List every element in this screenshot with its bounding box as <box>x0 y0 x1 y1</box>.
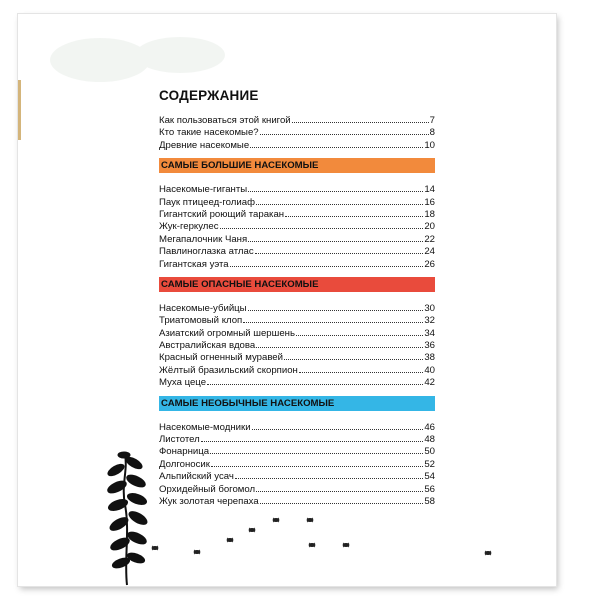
entry-text: Долгоносик <box>159 458 210 470</box>
entry-page: 36 <box>424 340 435 352</box>
entry-page: 24 <box>424 246 435 258</box>
entry-page: 58 <box>424 495 435 507</box>
entry-page: 42 <box>424 377 435 389</box>
entry-text: Альпийский усач <box>159 471 234 483</box>
entry-page: 20 <box>424 221 435 233</box>
entry-page: 16 <box>424 196 435 208</box>
entry-page: 40 <box>424 364 435 376</box>
plant-silhouette-icon <box>106 452 149 585</box>
ant-icons <box>152 518 491 555</box>
entry-text: Насекомые-гиганты <box>159 184 248 196</box>
entry-text: Орхидейный богомол <box>159 483 256 495</box>
entry-text: Древние насекомые <box>159 139 250 151</box>
entry-page: 52 <box>424 458 435 470</box>
entry-page: 7 <box>429 115 435 126</box>
entry-text: Кто такие насекомые? <box>159 127 259 139</box>
entry-text: Мегапалочник Чаня <box>159 233 248 245</box>
entry-text: Насекомые-убийцы <box>159 302 247 314</box>
entry-text: Муха цеце <box>159 377 207 389</box>
section-header-unusual: САМЫЕ НЕОБЫЧНЫЕ НАСЕКОМЫЕ <box>159 396 435 411</box>
entry-text: Жёлтый бразильский скорпион <box>159 364 298 376</box>
toc-title: СОДЕРЖАНИЕ <box>159 88 259 103</box>
entry-page: 54 <box>424 471 435 483</box>
entry-page: 18 <box>424 208 435 220</box>
entry-text: Жук золотая черепаха <box>159 495 259 507</box>
entry-page: 10 <box>424 139 435 151</box>
entry-page: 46 <box>424 421 435 433</box>
entry-text: Насекомые-модники <box>159 421 251 433</box>
entry-text: Азиатский огромный шершень <box>159 327 295 339</box>
entry-text: Триатомовый клоп <box>159 315 243 327</box>
entry-page: 26 <box>424 258 435 270</box>
entry-page: 8 <box>429 127 435 139</box>
entry-text: Паук птицеед-голиаф <box>159 196 255 208</box>
entry-page: 14 <box>424 184 435 196</box>
entry-page: 32 <box>424 315 435 327</box>
entry-text: Как пользоваться этой книгой <box>159 115 291 126</box>
entry-text: Австралийская вдова <box>159 340 256 352</box>
entry-page: 30 <box>424 302 435 314</box>
entry-page: 50 <box>424 446 435 458</box>
entry-text: Красный огненный муравей <box>159 352 284 364</box>
entry-text: Жук-геркулес <box>159 221 219 233</box>
entry-page: 48 <box>424 434 435 446</box>
entry-page: 34 <box>424 327 435 339</box>
entry-page: 56 <box>424 483 435 495</box>
entry-text: Фонарница <box>159 446 210 458</box>
entry-text: Павлиноглазка атлас <box>159 246 254 258</box>
entry-page: 38 <box>424 352 435 364</box>
entry-text: Гигантский роющий таракан <box>159 208 285 220</box>
section-header-dangerous: САМЫЕ ОПАСНЫЕ НАСЕКОМЫЕ <box>159 277 435 292</box>
entry-page: 22 <box>424 233 435 245</box>
entry-text: Гигантская уэта <box>159 258 229 270</box>
section-header-biggest: САМЫЕ БОЛЬШИЕ НАСЕКОМЫЕ <box>159 158 435 173</box>
entry-text: Листотел <box>159 434 200 446</box>
